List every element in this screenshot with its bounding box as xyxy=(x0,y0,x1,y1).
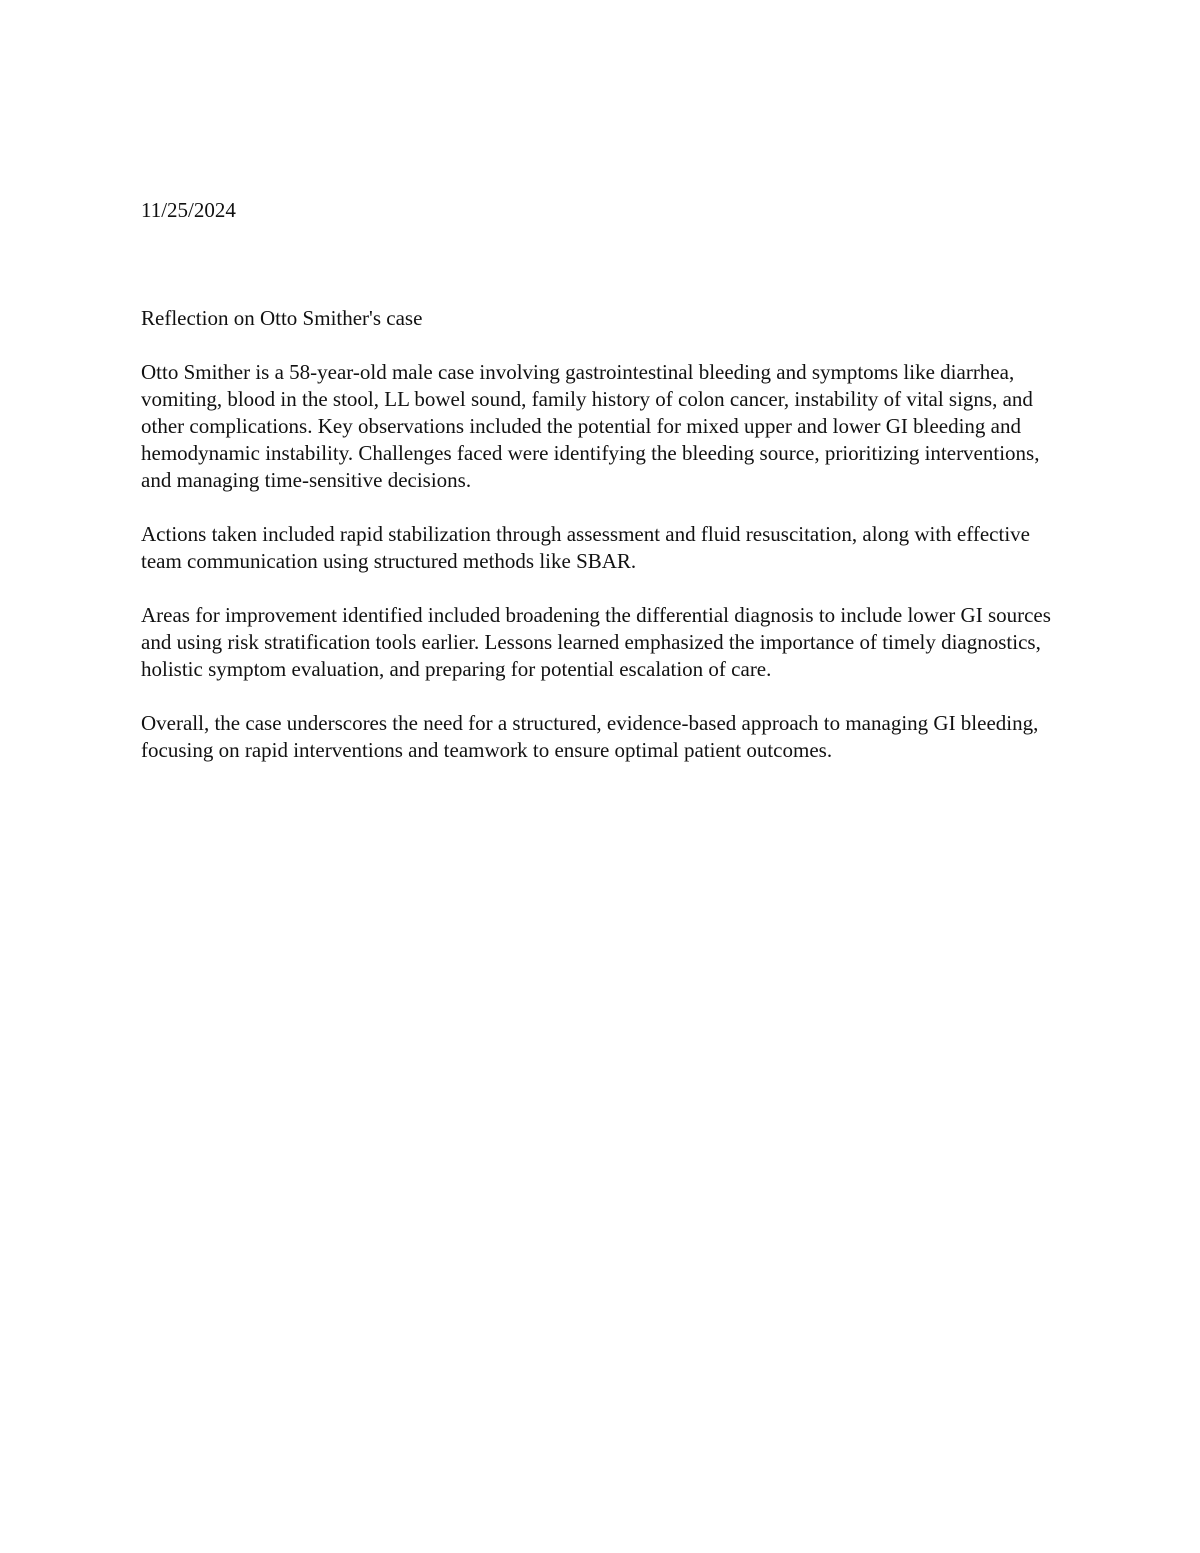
document-title: Reflection on Otto Smither's case xyxy=(141,306,423,330)
document-date: 11/25/2024 xyxy=(141,198,236,222)
paragraph-case-summary: Otto Smither is a 58-year-old male case involving gastrointestinal bleeding and symptoms like diarrhea, vomiting, blood in the stool, LL bowel sound, family history of colon cancer, instability of vital signs, and other complications. Key observations included the potential for mixed upper and lower GI bleeding and hemodynamic instability. Challenges faced were identifying the bleeding source, prioritizing interventions, and managing time-sensitive decisions. xyxy=(141,360,1040,492)
document-body xyxy=(141,197,1066,764)
paragraph-overall: Overall, the case underscores the need for a structured, evidence-based approach to managing GI bleeding, focusing on rapid interventions and teamwork to ensure optimal patient outcomes. xyxy=(141,711,1039,762)
paragraph-actions-taken: Actions taken included rapid stabilization through assessment and fluid resuscitation, along with effective team communication using structured methods like SBAR. xyxy=(141,522,1030,573)
paragraph-areas-for-improvement: Areas for improvement identified included broadening the differential diagnosis to include lower GI sources and using risk stratification tools earlier. Lessons learned emphasized the importance of timely diagnostics, holistic symptom evaluation, and preparing for potential escalation of care. xyxy=(141,603,1051,681)
